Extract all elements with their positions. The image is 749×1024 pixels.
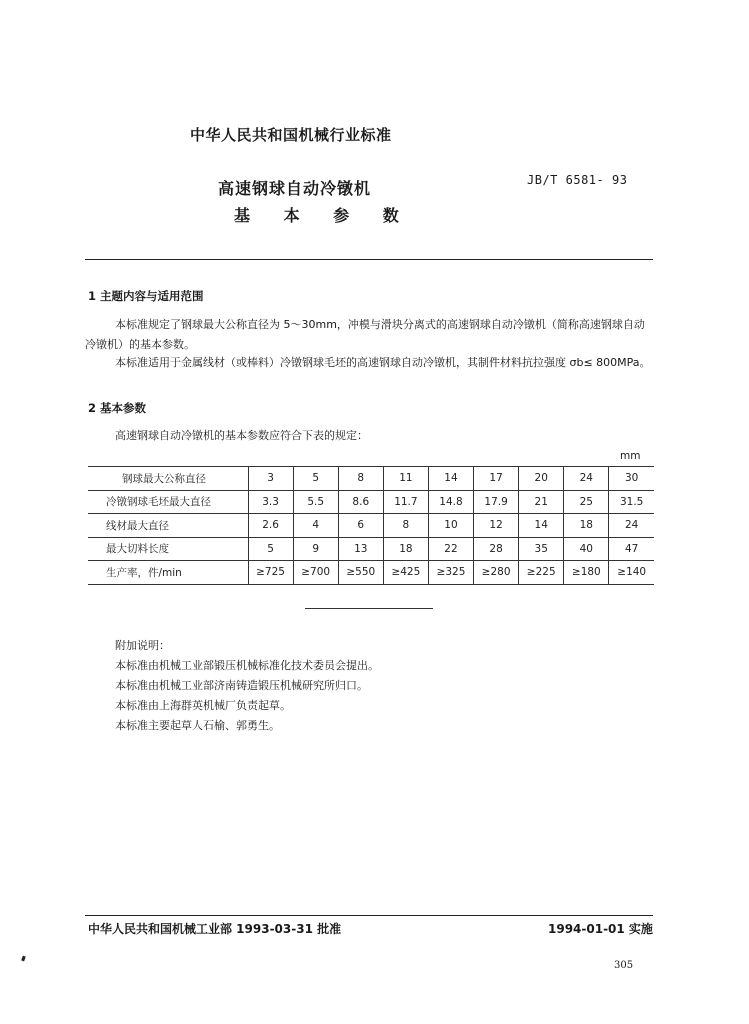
row-label: 钢球最大公称直径 [88, 467, 248, 491]
table-cell: 17 [474, 467, 519, 491]
footer-rule [85, 915, 653, 916]
section-2-heading: 2 基本参数 [88, 401, 147, 415]
table-cell: 17.9 [474, 490, 519, 514]
table-cell: 24 [609, 514, 654, 538]
document-title: 高速钢球自动冷镦机 [218, 179, 372, 198]
additional-notes [115, 636, 379, 736]
table-cell: 14 [519, 514, 564, 538]
table-cell: ≥725 [248, 561, 293, 585]
document-subtitle: 基 本 参 数 [234, 206, 399, 225]
table-cell: 10 [428, 514, 473, 538]
table-row [88, 561, 654, 585]
notes-heading: 附加说明： [115, 639, 170, 652]
standard-number: JB/T 6581- 93 [527, 173, 628, 187]
table-cell: 8.6 [338, 490, 383, 514]
table-cell: 18 [383, 537, 428, 561]
scan-speck [21, 956, 26, 962]
table-cell: ≥140 [609, 561, 654, 585]
section-2-intro: 高速钢球自动冷镦机的基本参数应符合下表的规定： [115, 429, 368, 442]
table-cell: 12 [474, 514, 519, 538]
table-cell: 5 [293, 467, 338, 491]
section-1-paragraph-2: 本标准适用于金属线材（或棒料）冷镦钢球毛坯的高速钢球自动冷镦机，其制件材料抗拉强度 σb≤ 800MPa。 [115, 356, 651, 369]
table-cell: 22 [428, 537, 473, 561]
table-cell: 8 [383, 514, 428, 538]
note-line: 本标准由上海群英机械厂负责起草。 [115, 699, 291, 712]
table-row [88, 537, 654, 561]
header-rule [85, 259, 653, 260]
row-label: 冷镦钢球毛坯最大直径 [88, 490, 248, 514]
row-label: 线材最大直径 [88, 514, 248, 538]
table-cell: ≥700 [293, 561, 338, 585]
table-row [88, 514, 654, 538]
table-cell: 8 [338, 467, 383, 491]
table-cell: 3.3 [248, 490, 293, 514]
implementation-date: 1994-01-01 实施 [548, 922, 653, 936]
table-cell: 4 [293, 514, 338, 538]
approval-statement: 中华人民共和国机械工业部 1993-03-31 批准 [88, 922, 342, 936]
parameters-table [88, 466, 654, 585]
table-cell: 47 [609, 537, 654, 561]
note-line: 本标准由机械工业部济南铸造锻压机械研究所归口。 [115, 679, 368, 692]
table-row [88, 467, 654, 491]
table-cell: 40 [564, 537, 609, 561]
note-line: 本标准主要起草人石榆、郭勇生。 [115, 719, 280, 732]
row-label: 生产率，件/min [88, 561, 248, 585]
table-cell: 20 [519, 467, 564, 491]
note-line: 本标准由机械工业部锻压机械标准化技术委员会提出。 [115, 659, 379, 672]
table-cell: 30 [609, 467, 654, 491]
table-cell: ≥325 [428, 561, 473, 585]
table-cell: ≥550 [338, 561, 383, 585]
table-cell: 14.8 [428, 490, 473, 514]
table-cell: ≥225 [519, 561, 564, 585]
row-label: 最大切料长度 [88, 537, 248, 561]
table-cell: 18 [564, 514, 609, 538]
section-divider [305, 608, 433, 609]
table-cell: ≥425 [383, 561, 428, 585]
table-cell: 5 [248, 537, 293, 561]
table-cell: 5.5 [293, 490, 338, 514]
section-1-heading: 1 主题内容与适用范围 [88, 289, 204, 303]
table-unit: mm [620, 450, 641, 462]
table-cell: 25 [564, 490, 609, 514]
table-cell: ≥180 [564, 561, 609, 585]
table-cell: 31.5 [609, 490, 654, 514]
table-cell: 11.7 [383, 490, 428, 514]
table-cell: 21 [519, 490, 564, 514]
section-1-paragraph-1: 本标准规定了钢球最大公称直径为 5～30mm，冲模与滑块分离式的高速钢球自动冷镦机（简称高速钢球自动冷镦机）的基本参数。 [85, 318, 645, 351]
table-cell: 3 [248, 467, 293, 491]
table-cell: 24 [564, 467, 609, 491]
table-cell: 2.6 [248, 514, 293, 538]
table-row [88, 490, 654, 514]
table-cell: 13 [338, 537, 383, 561]
table-cell: 35 [519, 537, 564, 561]
table-cell: 6 [338, 514, 383, 538]
issuing-organization: 中华人民共和国机械行业标准 [190, 126, 392, 144]
table-cell: 11 [383, 467, 428, 491]
table-cell: ≥280 [474, 561, 519, 585]
table-cell: 28 [474, 537, 519, 561]
table-cell: 14 [428, 467, 473, 491]
page-number: 305 [614, 960, 634, 971]
table-cell: 9 [293, 537, 338, 561]
